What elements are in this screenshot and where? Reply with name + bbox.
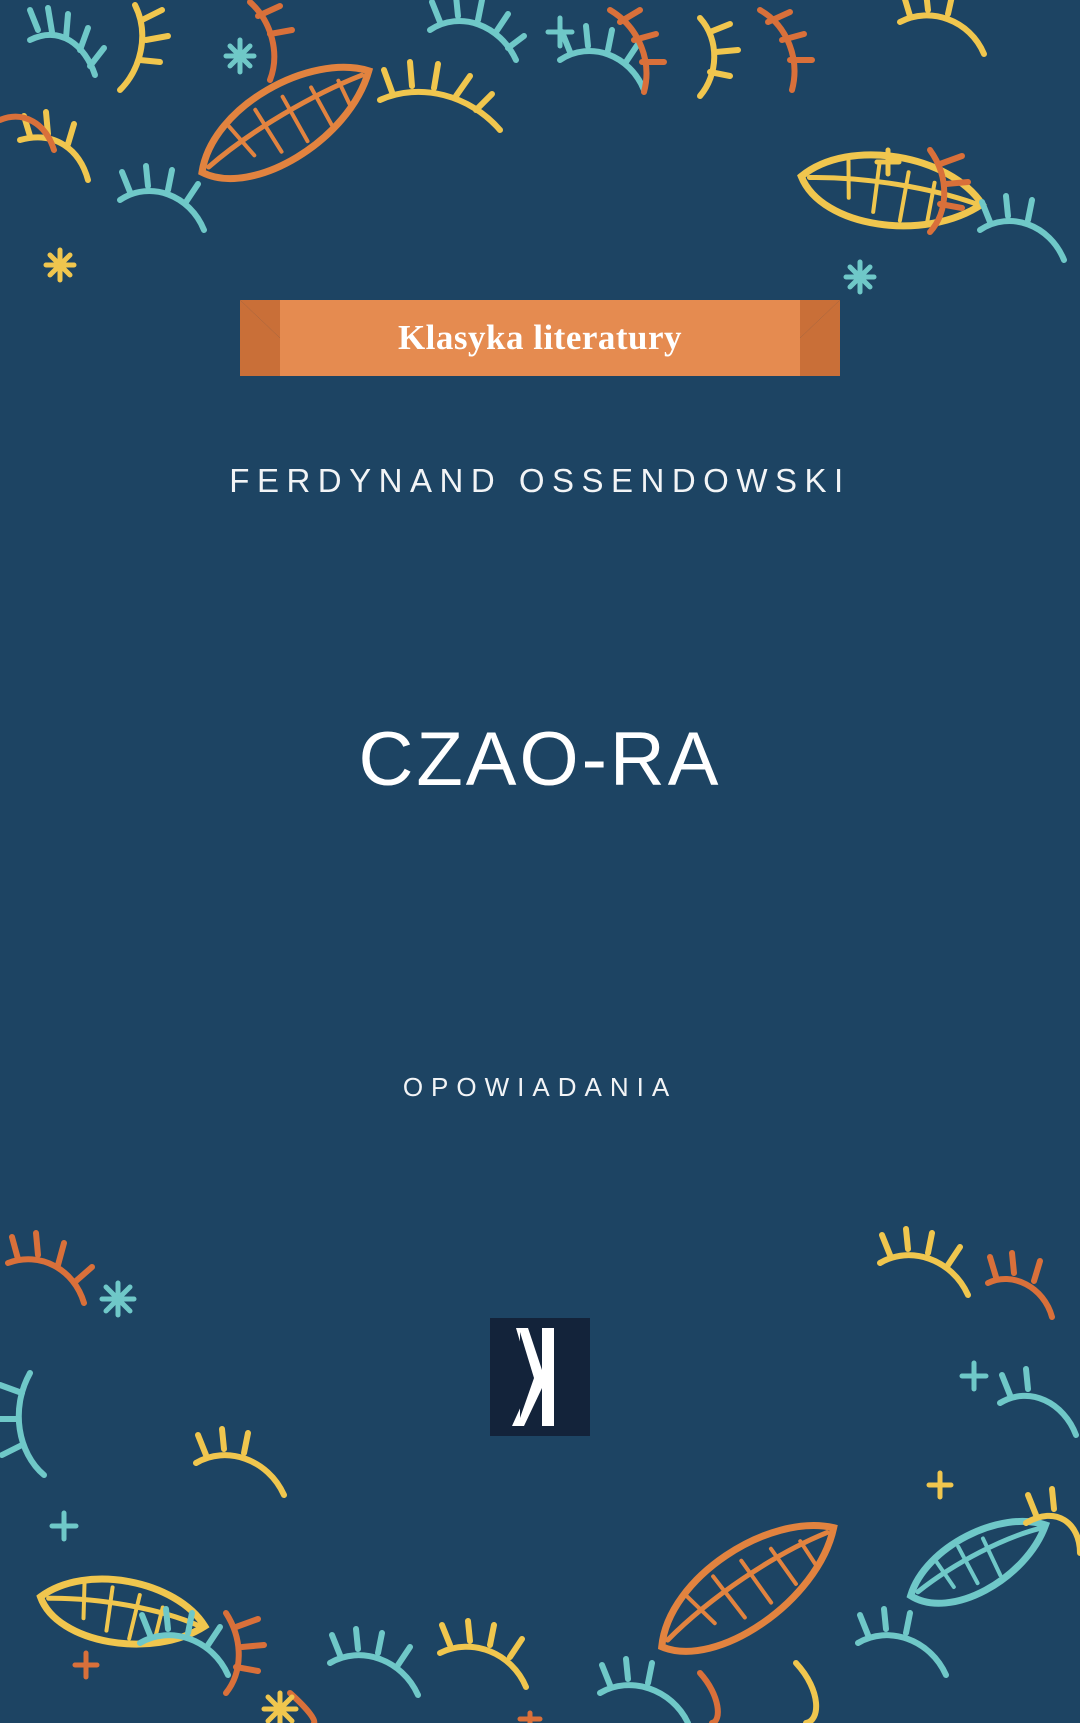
book-subtitle: OPOWIADANIA bbox=[402, 1072, 678, 1102]
author-name: FERDYNAND OSSENDOWSKI bbox=[229, 462, 851, 499]
book-title: CZAO-RA bbox=[358, 717, 722, 802]
leaf-foliage-border-top bbox=[0, 0, 1080, 330]
publisher-logo-icon bbox=[490, 1318, 590, 1436]
banner bbox=[0, 300, 1080, 400]
banner-label: Klasyka literatury bbox=[397, 318, 683, 357]
leaf-foliage-border-bottom bbox=[0, 1223, 1080, 1723]
